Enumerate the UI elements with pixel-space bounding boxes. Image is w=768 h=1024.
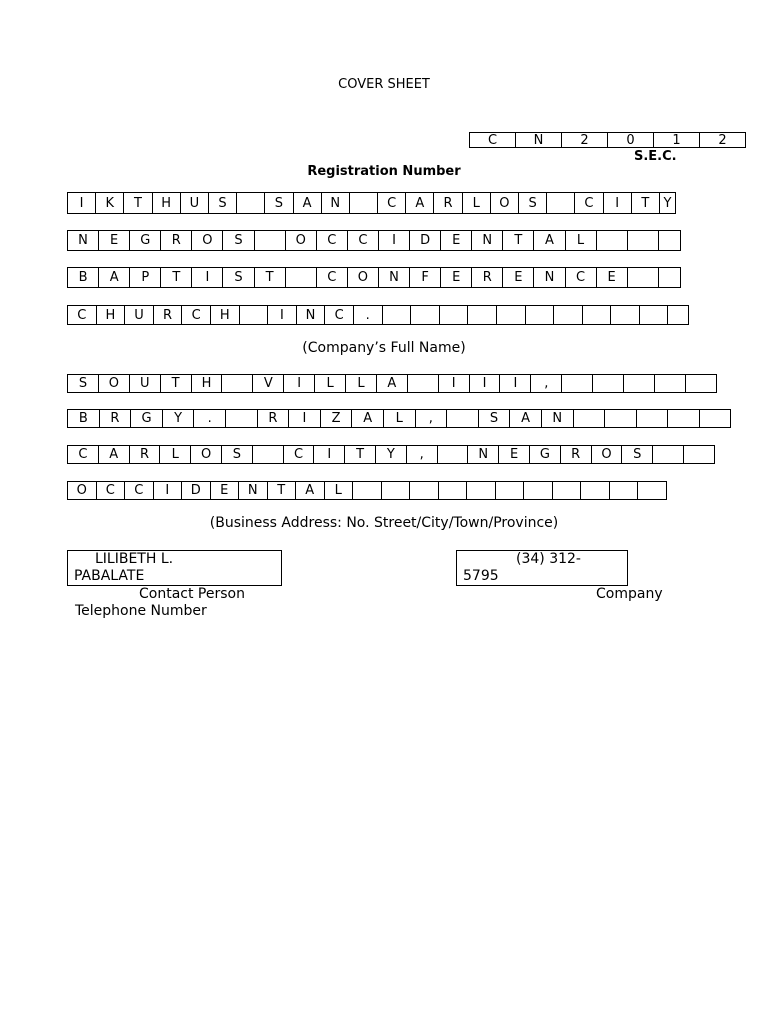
char-cell bbox=[496, 482, 525, 499]
char-cell: R bbox=[561, 446, 592, 463]
char-cell bbox=[610, 482, 639, 499]
char-cell bbox=[410, 482, 439, 499]
char-cell bbox=[411, 306, 440, 324]
char-cell: C bbox=[284, 446, 315, 463]
char-cell bbox=[554, 306, 583, 324]
address-row-1 bbox=[67, 374, 717, 393]
char-cell: N bbox=[534, 268, 565, 287]
char-cell: S bbox=[223, 231, 254, 250]
char-cell: A bbox=[296, 482, 325, 499]
char-cell: A bbox=[534, 231, 565, 250]
char-cell: A bbox=[406, 193, 434, 213]
char-cell bbox=[611, 306, 640, 324]
char-cell bbox=[447, 410, 479, 427]
char-cell: O bbox=[68, 482, 97, 499]
char-cell: I bbox=[379, 231, 410, 250]
char-cell: C bbox=[182, 306, 211, 324]
char-cell bbox=[253, 446, 284, 463]
char-cell: I bbox=[470, 375, 501, 392]
char-cell: O bbox=[348, 268, 379, 287]
char-cell: C bbox=[470, 133, 516, 147]
company-label: Company bbox=[596, 586, 663, 602]
contact-person-box bbox=[67, 550, 282, 586]
char-cell: L bbox=[566, 231, 597, 250]
char-cell: L bbox=[346, 375, 377, 392]
registration-number-label: Registration Number bbox=[307, 164, 461, 179]
char-cell bbox=[638, 482, 667, 499]
char-cell bbox=[222, 375, 253, 392]
char-cell bbox=[581, 482, 610, 499]
char-cell bbox=[467, 482, 496, 499]
char-cell: . bbox=[354, 306, 383, 324]
char-cell bbox=[628, 268, 659, 287]
char-cell: N bbox=[516, 133, 562, 147]
char-cell: C bbox=[566, 268, 597, 287]
char-cell bbox=[668, 410, 700, 427]
char-cell: S bbox=[519, 193, 547, 213]
phone-line-2: 5795 bbox=[463, 568, 499, 584]
char-cell: H bbox=[153, 193, 181, 213]
char-cell: C bbox=[125, 482, 154, 499]
phone-line-1: (34) 312- bbox=[516, 551, 581, 567]
char-cell: I bbox=[500, 375, 531, 392]
sec-number-grid bbox=[469, 132, 746, 148]
char-cell: , bbox=[416, 410, 448, 427]
char-cell: N bbox=[468, 446, 499, 463]
char-cell: 1 bbox=[654, 133, 700, 147]
char-cell: O bbox=[491, 193, 519, 213]
address-row-4 bbox=[67, 481, 667, 500]
char-cell: L bbox=[384, 410, 416, 427]
contact-person-label: Contact Person bbox=[139, 586, 245, 602]
char-cell: N bbox=[472, 231, 503, 250]
char-cell: Y bbox=[376, 446, 407, 463]
char-cell bbox=[438, 446, 469, 463]
char-cell: H bbox=[211, 306, 240, 324]
char-cell: T bbox=[503, 231, 534, 250]
char-cell: L bbox=[160, 446, 191, 463]
char-cell: R bbox=[161, 231, 192, 250]
char-cell: I bbox=[268, 306, 297, 324]
char-cell: S bbox=[222, 446, 253, 463]
char-cell: A bbox=[377, 375, 408, 392]
char-cell bbox=[226, 410, 258, 427]
char-cell: S bbox=[479, 410, 511, 427]
char-cell: I bbox=[284, 375, 315, 392]
char-cell bbox=[353, 482, 382, 499]
char-cell: B bbox=[68, 410, 100, 427]
address-row-3 bbox=[67, 445, 715, 464]
contact-name-line-1: LILIBETH L. bbox=[95, 551, 174, 567]
char-cell bbox=[497, 306, 526, 324]
char-cell bbox=[383, 306, 412, 324]
char-cell: N bbox=[322, 193, 350, 213]
char-cell: N bbox=[297, 306, 326, 324]
char-cell: E bbox=[597, 268, 628, 287]
company-name-row-4 bbox=[67, 305, 689, 325]
char-cell: U bbox=[125, 306, 154, 324]
char-cell: 0 bbox=[608, 133, 654, 147]
char-cell bbox=[624, 375, 655, 392]
char-cell bbox=[574, 410, 606, 427]
char-cell bbox=[583, 306, 612, 324]
char-cell: E bbox=[441, 231, 472, 250]
char-cell: O bbox=[192, 231, 223, 250]
char-cell: E bbox=[99, 231, 130, 250]
char-cell: I bbox=[289, 410, 321, 427]
char-cell: S bbox=[68, 375, 99, 392]
char-cell: 2 bbox=[562, 133, 608, 147]
char-cell: E bbox=[499, 446, 530, 463]
char-cell bbox=[659, 231, 681, 250]
char-cell bbox=[597, 231, 628, 250]
char-cell: 2 bbox=[700, 133, 746, 147]
char-cell bbox=[468, 306, 497, 324]
char-cell bbox=[440, 306, 469, 324]
char-cell bbox=[237, 193, 265, 213]
telephone-number-label: Telephone Number bbox=[75, 603, 207, 619]
char-cell: G bbox=[530, 446, 561, 463]
char-cell: C bbox=[317, 231, 348, 250]
char-cell: H bbox=[97, 306, 126, 324]
char-cell bbox=[637, 410, 669, 427]
char-cell: C bbox=[68, 306, 97, 324]
char-cell: C bbox=[68, 446, 99, 463]
char-cell: C bbox=[325, 306, 354, 324]
char-cell: N bbox=[68, 231, 99, 250]
company-name-row-3 bbox=[67, 267, 681, 288]
char-cell: O bbox=[592, 446, 623, 463]
char-cell: K bbox=[96, 193, 124, 213]
char-cell: D bbox=[410, 231, 441, 250]
char-cell bbox=[605, 410, 637, 427]
char-cell bbox=[553, 482, 582, 499]
char-cell: C bbox=[575, 193, 603, 213]
char-cell: A bbox=[294, 193, 322, 213]
char-cell: S bbox=[622, 446, 653, 463]
char-cell: C bbox=[97, 482, 126, 499]
char-cell: , bbox=[531, 375, 562, 392]
char-cell: R bbox=[130, 446, 161, 463]
char-cell bbox=[653, 446, 684, 463]
char-cell bbox=[286, 268, 317, 287]
char-cell: Y bbox=[660, 193, 676, 213]
company-name-caption: (Company’s Full Name) bbox=[302, 340, 466, 356]
char-cell: O bbox=[99, 375, 130, 392]
char-cell: Y bbox=[163, 410, 195, 427]
char-cell: N bbox=[239, 482, 268, 499]
char-cell: O bbox=[286, 231, 317, 250]
char-cell: E bbox=[211, 482, 240, 499]
char-cell: I bbox=[154, 482, 183, 499]
char-cell: C bbox=[348, 231, 379, 250]
char-cell: R bbox=[472, 268, 503, 287]
char-cell: I bbox=[68, 193, 96, 213]
char-cell bbox=[255, 231, 286, 250]
char-cell bbox=[240, 306, 269, 324]
char-cell bbox=[593, 375, 624, 392]
char-cell: , bbox=[407, 446, 438, 463]
company-name-row-2 bbox=[67, 230, 681, 251]
char-cell: F bbox=[410, 268, 441, 287]
char-cell bbox=[350, 193, 378, 213]
char-cell: A bbox=[510, 410, 542, 427]
business-address-caption: (Business Address: No. Street/City/Town/Province) bbox=[209, 515, 559, 531]
char-cell: U bbox=[130, 375, 161, 392]
char-cell bbox=[684, 446, 715, 463]
char-cell: T bbox=[268, 482, 297, 499]
char-cell: B bbox=[68, 268, 99, 287]
char-cell: . bbox=[194, 410, 226, 427]
char-cell: R bbox=[434, 193, 462, 213]
char-cell: R bbox=[258, 410, 290, 427]
char-cell: E bbox=[441, 268, 472, 287]
char-cell bbox=[668, 306, 689, 324]
char-cell: L bbox=[315, 375, 346, 392]
char-cell: Z bbox=[321, 410, 353, 427]
char-cell bbox=[547, 193, 575, 213]
char-cell bbox=[524, 482, 553, 499]
char-cell: N bbox=[542, 410, 574, 427]
char-cell bbox=[655, 375, 686, 392]
char-cell: G bbox=[130, 231, 161, 250]
company-telephone-box bbox=[456, 550, 628, 586]
char-cell bbox=[686, 375, 717, 392]
char-cell: R bbox=[154, 306, 183, 324]
char-cell: P bbox=[130, 268, 161, 287]
char-cell: S bbox=[265, 193, 293, 213]
char-cell: U bbox=[181, 193, 209, 213]
char-cell: T bbox=[632, 193, 660, 213]
char-cell: T bbox=[161, 375, 192, 392]
char-cell bbox=[700, 410, 732, 427]
char-cell: T bbox=[161, 268, 192, 287]
char-cell: I bbox=[314, 446, 345, 463]
char-cell: C bbox=[317, 268, 348, 287]
char-cell: H bbox=[192, 375, 223, 392]
address-row-2 bbox=[67, 409, 731, 428]
char-cell bbox=[659, 268, 681, 287]
char-cell bbox=[562, 375, 593, 392]
char-cell: I bbox=[439, 375, 470, 392]
char-cell: I bbox=[192, 268, 223, 287]
char-cell: G bbox=[131, 410, 163, 427]
company-name-row-1 bbox=[67, 192, 676, 214]
char-cell: R bbox=[100, 410, 132, 427]
char-cell: T bbox=[345, 446, 376, 463]
char-cell bbox=[526, 306, 555, 324]
char-cell: V bbox=[253, 375, 284, 392]
char-cell bbox=[439, 482, 468, 499]
char-cell: O bbox=[191, 446, 222, 463]
char-cell: S bbox=[209, 193, 237, 213]
char-cell: D bbox=[182, 482, 211, 499]
char-cell bbox=[628, 231, 659, 250]
cover-sheet-title: COVER SHEET bbox=[338, 77, 430, 92]
sec-label: S.E.C. bbox=[634, 149, 677, 164]
contact-name-line-2: PABALATE bbox=[74, 568, 145, 584]
char-cell: S bbox=[223, 268, 254, 287]
char-cell: A bbox=[99, 268, 130, 287]
char-cell: A bbox=[99, 446, 130, 463]
char-cell: E bbox=[503, 268, 534, 287]
char-cell: C bbox=[378, 193, 406, 213]
char-cell bbox=[382, 482, 411, 499]
char-cell: N bbox=[379, 268, 410, 287]
char-cell bbox=[408, 375, 439, 392]
char-cell: T bbox=[255, 268, 286, 287]
char-cell: L bbox=[463, 193, 491, 213]
char-cell: T bbox=[124, 193, 152, 213]
char-cell bbox=[640, 306, 669, 324]
char-cell: A bbox=[352, 410, 384, 427]
char-cell: L bbox=[325, 482, 354, 499]
char-cell: I bbox=[604, 193, 632, 213]
